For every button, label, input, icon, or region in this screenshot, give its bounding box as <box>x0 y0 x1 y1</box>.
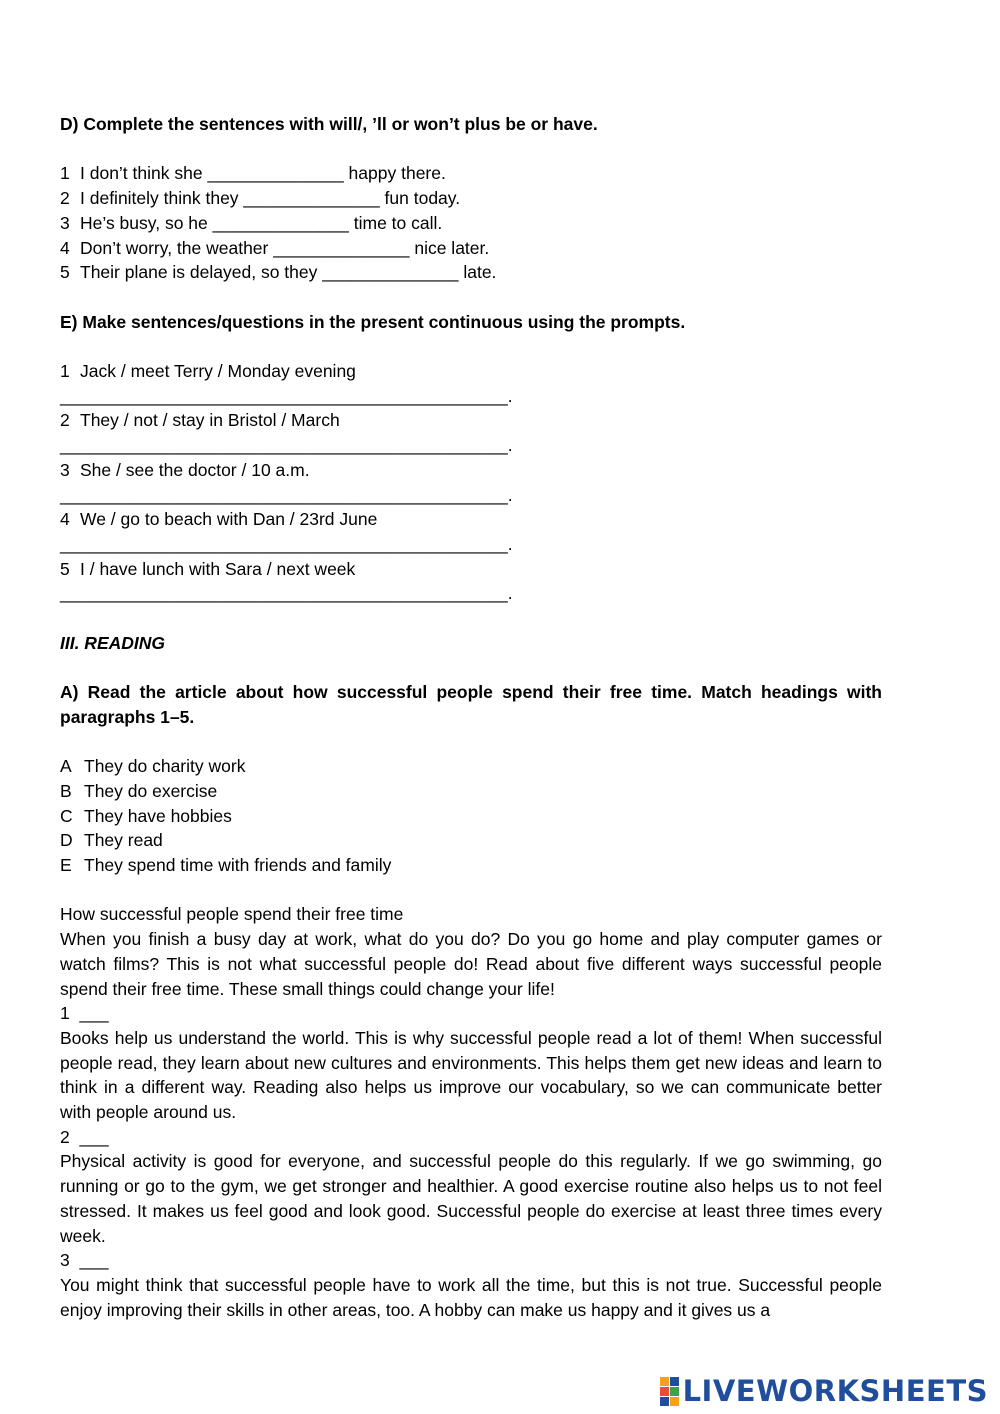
answer-line[interactable]: ______________________________________________. <box>60 583 513 604</box>
prompt-text: We / go to beach with Dan / 23rd June <box>80 509 378 530</box>
logo-mark-cell <box>670 1377 679 1386</box>
item-number: 3 <box>60 459 70 480</box>
option-letter: D <box>60 830 73 851</box>
heading-option <box>60 804 882 829</box>
logo-mark-icon <box>660 1377 679 1406</box>
liveworksheets-logo <box>660 1374 988 1408</box>
paragraph-text: Physical activity is good for everyone, and successful people do this regularly. If we go swimming, go running or go to the gym, we get stronger and healthier. A good exercise routine also helps us to not feel stressed. It makes us feel good and look good. Successful people do exercise at least three times every week. <box>60 1151 882 1246</box>
list-item <box>60 161 882 186</box>
prompt-item <box>60 458 882 483</box>
heading-option <box>60 779 882 804</box>
option-letter: A <box>60 756 72 777</box>
item-text: I definitely think they ______________ fun today. <box>80 188 461 209</box>
option-text: They have hobbies <box>84 805 232 826</box>
item-number: 1 <box>60 360 70 381</box>
logo-text: LIVEWORKSHEETS <box>682 1374 988 1408</box>
item-text: Don’t worry, the weather ______________ nice later. <box>80 237 490 258</box>
logo-mark-cell <box>670 1397 679 1406</box>
article <box>60 902 882 1322</box>
item-number: 4 <box>60 237 70 258</box>
prompt-item <box>60 359 882 384</box>
option-text: They read <box>84 830 163 851</box>
option-text: They do exercise <box>84 780 218 801</box>
list-item <box>60 236 882 261</box>
answer-line[interactable]: ______________________________________________. <box>60 385 513 406</box>
paragraph-answer-blank[interactable]: 2 ___ <box>60 1126 109 1147</box>
option-text: They do charity work <box>84 756 246 777</box>
item-number: 5 <box>60 262 70 283</box>
paragraph-text: Books help us understand the world. This is why successful people read a lot of them! When successful people read, they learn about new cultures and environments. This helps them get new ideas and learn to think in a different way. Reading also helps us improve our vocabulary, so we can communicate better with people around us. <box>60 1027 882 1123</box>
headings-list <box>60 754 882 878</box>
item-number: 5 <box>60 558 70 579</box>
item-number: 2 <box>60 188 70 209</box>
item-text: I don’t think she ______________ happy there. <box>80 163 446 184</box>
reading-section-title: III. READING <box>60 632 166 653</box>
answer-line[interactable]: ______________________________________________. <box>60 484 513 505</box>
section-d-heading: D) Complete the sentences with will/, ’ll or won’t plus be or have. <box>60 114 598 134</box>
logo-mark-cell <box>660 1397 669 1406</box>
paragraph-text: You might think that successful people have to work all the time, but this is not true. Successful people enjoy improving their skills in other areas, too. A hobby can make us happy and it gives us a <box>60 1274 882 1320</box>
list-item <box>60 260 882 285</box>
list-item <box>60 186 882 211</box>
prompt-text: I / have lunch with Sara / next week <box>80 558 356 579</box>
prompt-item <box>60 507 882 532</box>
section-e-heading: E) Make sentences/questions in the present continuous using the prompts. <box>60 311 686 332</box>
prompt-text: She / see the doctor / 10 a.m. <box>80 459 310 480</box>
item-text: He’s busy, so he ______________ time to call. <box>80 212 443 233</box>
heading-option <box>60 754 882 779</box>
item-number: 3 <box>60 212 70 233</box>
answer-line[interactable]: ______________________________________________. <box>60 533 513 554</box>
section-e-list <box>60 359 882 606</box>
prompt-item <box>60 408 882 433</box>
item-number: 1 <box>60 163 70 184</box>
logo-mark-cell <box>670 1387 679 1396</box>
option-letter: E <box>60 855 72 875</box>
section-d-list <box>60 161 882 285</box>
item-text: Their plane is delayed, so they ______________ late. <box>80 262 497 283</box>
prompt-item <box>60 557 882 582</box>
article-intro: When you finish a busy day at work, what do you do? Do you go home and play computer games or watch films? This is not what successful people do! Read about five different ways successful people spend their free time. These small things could change your life! <box>60 929 882 999</box>
paragraph-answer-blank[interactable]: 1 ___ <box>60 1003 109 1024</box>
option-letter: B <box>60 780 72 801</box>
option-text: They spend time with friends and family <box>84 855 392 875</box>
paragraph-answer-blank[interactable]: 3 ___ <box>60 1250 109 1271</box>
answer-line[interactable]: ______________________________________________. <box>60 435 513 456</box>
heading-option <box>60 828 882 853</box>
logo-mark-cell <box>660 1387 669 1396</box>
option-letter: C <box>60 805 73 826</box>
item-number: 4 <box>60 509 70 530</box>
item-number: 2 <box>60 410 70 431</box>
article-title: How successful people spend their free time <box>60 904 404 925</box>
list-item <box>60 211 882 236</box>
worksheet-page <box>60 112 882 1322</box>
heading-option <box>60 853 882 878</box>
logo-mark-cell <box>660 1377 669 1386</box>
prompt-text: They / not / stay in Bristol / March <box>80 410 340 431</box>
reading-instruction: A) Read the article about how successful people spend their free time. Match headings with paragraphs 1–5. <box>60 682 882 727</box>
prompt-text: Jack / meet Terry / Monday evening <box>80 360 356 381</box>
